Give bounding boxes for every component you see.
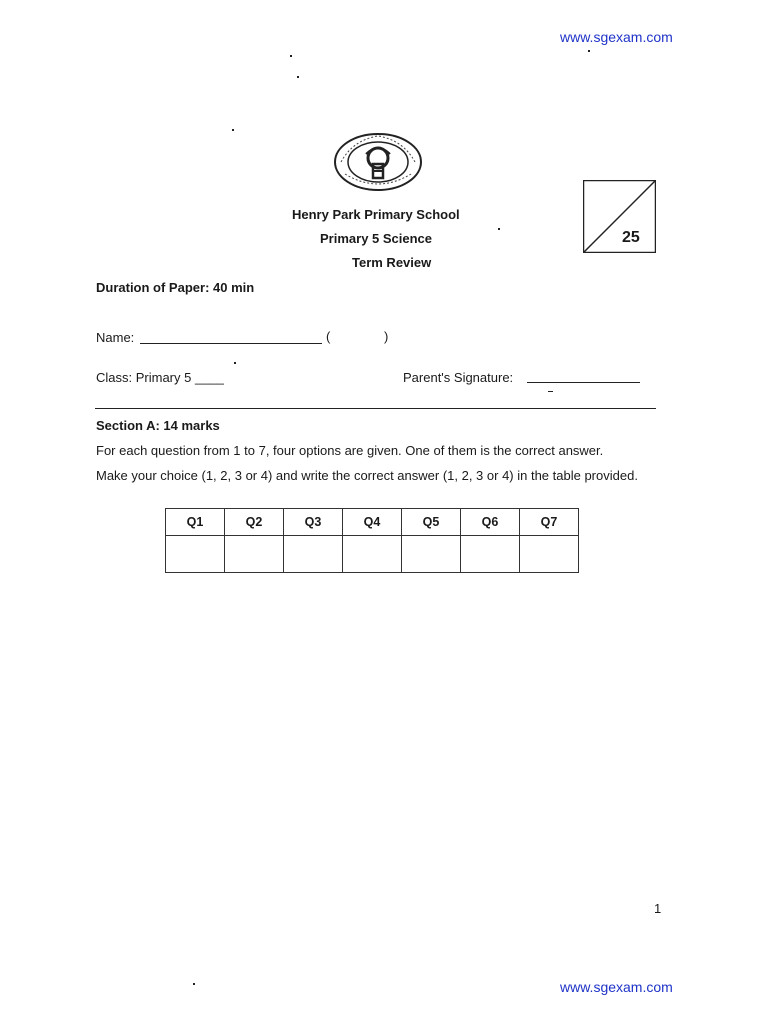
score-box [583, 180, 656, 253]
signature-label: Parent's Signature: [403, 370, 514, 385]
answer-cell-q4[interactable] [343, 536, 402, 573]
section-divider [95, 408, 656, 409]
scan-dot [498, 228, 500, 230]
index-close-paren: ) [384, 329, 389, 344]
paper-title: Term Review [352, 255, 432, 270]
duration: Duration of Paper: 40 min [96, 280, 255, 295]
school-name: Henry Park Primary School [292, 207, 460, 222]
scan-dot [193, 983, 195, 985]
answer-header-q1: Q1 [166, 509, 225, 536]
answer-header-q2: Q2 [225, 509, 284, 536]
name-label: Name: [96, 330, 135, 345]
answer-header-q4: Q4 [343, 509, 402, 536]
answer-cell-q7[interactable] [520, 536, 579, 573]
answer-header-q3: Q3 [284, 509, 343, 536]
level-subject: Primary 5 Science [320, 231, 433, 246]
section-a-instruction-2: Make your choice (1, 2, 3 or 4) and write the correct answer (1, 2, 3 or 4) in the table provided. [96, 468, 638, 483]
answer-header-q6: Q6 [461, 509, 520, 536]
score-total: 25 [622, 229, 640, 246]
section-a-instruction-1: For each question from 1 to 7, four options are given. One of them is the correct answer. [96, 443, 604, 458]
scan-mark [548, 391, 553, 392]
scan-dot [232, 129, 234, 131]
scan-dot [290, 55, 292, 57]
watermark-link-bottom[interactable]: www.sgexam.com [560, 979, 673, 995]
section-a-title: Section A: 14 marks [96, 418, 220, 433]
watermark-link-top[interactable]: www.sgexam.com [560, 29, 673, 45]
scan-dot [297, 76, 299, 78]
name-field-line[interactable] [140, 343, 322, 344]
answer-header-q7: Q7 [520, 509, 579, 536]
signature-field-line[interactable] [527, 382, 640, 383]
answer-table [165, 508, 579, 573]
answer-header-q5: Q5 [402, 509, 461, 536]
answer-cell-q2[interactable] [225, 536, 284, 573]
index-open-paren: ( [326, 329, 331, 344]
class-label: Class: Primary 5 ____ [96, 370, 224, 385]
answer-cell-q1[interactable] [166, 536, 225, 573]
page-number: 1 [654, 901, 662, 916]
answer-cell-q6[interactable] [461, 536, 520, 573]
answer-cell-q5[interactable] [402, 536, 461, 573]
answer-cell-q3[interactable] [284, 536, 343, 573]
scan-dot [234, 362, 236, 364]
school-crest-logo [333, 132, 423, 192]
scan-dot [588, 50, 590, 52]
